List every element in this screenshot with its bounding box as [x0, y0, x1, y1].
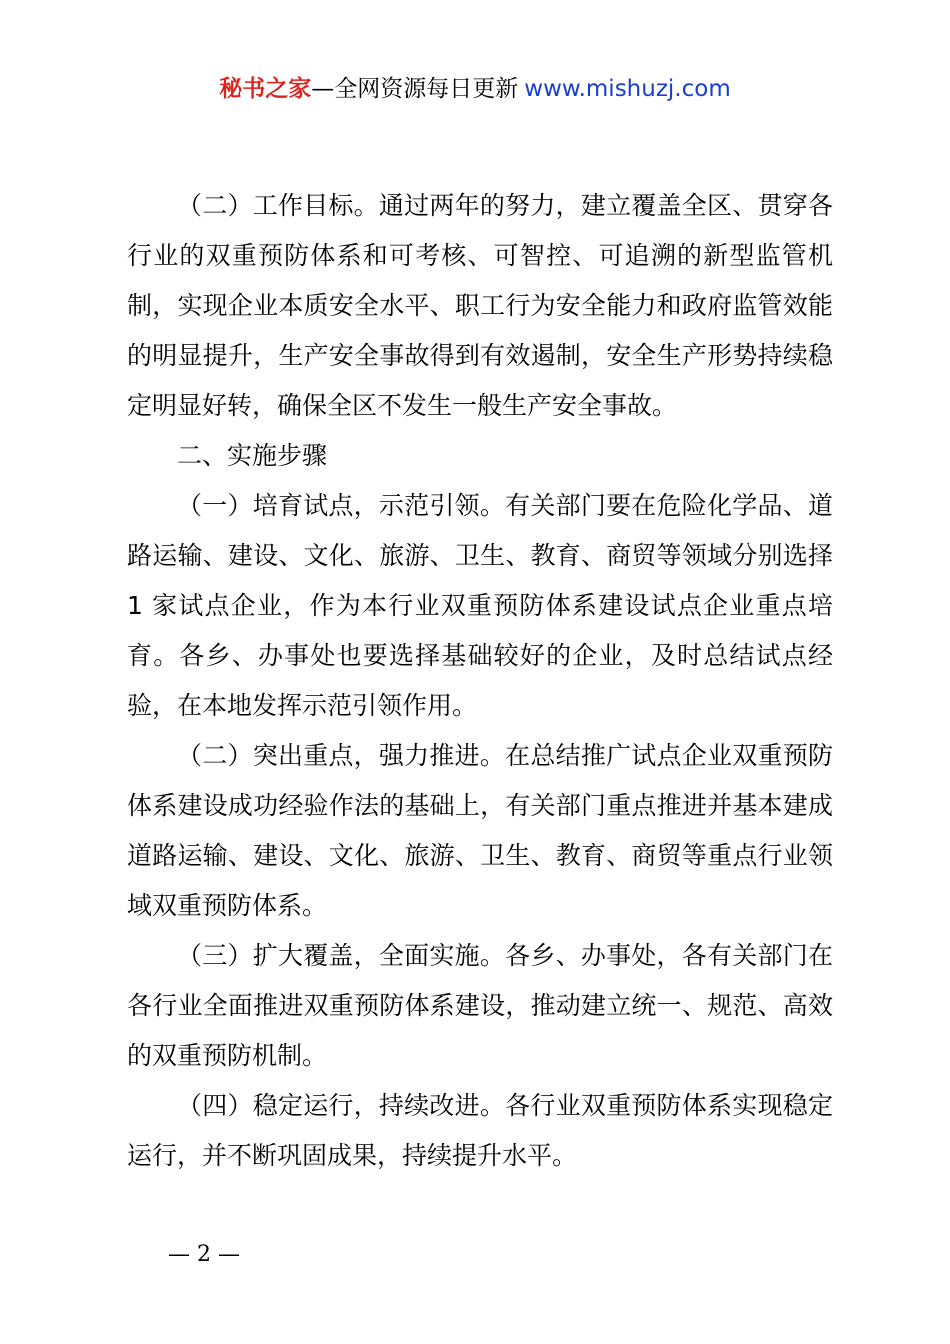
page-number: — 2 —	[168, 1242, 240, 1267]
header-tagline: —全网资源每日更新	[311, 76, 519, 102]
paragraph-work-goal: （二）工作目标。通过两年的努力，建立覆盖全区、贯穿各行业的双重预防体系和可考核、可智控、可追溯的新型监管机制，实现企业本质安全水平、职工行为安全能力和政府监管效能的明显提升，生产安全事故得到有效遏制，安全生产形势持续稳定明显好转，确保全区不发生一般生产安全事故。	[127, 191, 833, 420]
section-heading-implementation-steps: 二、实施步骤	[177, 441, 328, 470]
document-body	[127, 181, 833, 1181]
paragraph-step-3: （三）扩大覆盖，全面实施。各乡、办事处，各有关部门在各行业全面推进双重预防体系建设，推动建立统一、规范、高效的双重预防机制。	[127, 941, 833, 1070]
site-header	[0, 72, 950, 106]
paragraph-step-4: （四）稳定运行，持续改进。各行业双重预防体系实现稳定运行，并不断巩固成果，持续提升水平。	[127, 1091, 833, 1170]
site-url-link[interactable]: www.mishuzj.com	[524, 76, 731, 102]
brand-name: 秘书之家	[219, 76, 312, 102]
paragraph-step-2: （二）突出重点，强力推进。在总结推广试点企业双重预防体系建设成功经验作法的基础上，有关部门重点推进并基本建成道路运输、建设、文化、旅游、卫生、教育、商贸等重点行业领域双重预防体系。	[127, 741, 833, 920]
paragraph-step-1: （一）培育试点，示范引领。有关部门要在危险化学品、道路运输、建设、文化、旅游、卫生、教育、商贸等领域分别选择 1 家试点企业，作为本行业双重预防体系建设试点企业重点培育。各乡、办事处也要选择基础较好的企业，及时总结试点经验，在本地发挥示范引领作用。	[127, 491, 833, 720]
